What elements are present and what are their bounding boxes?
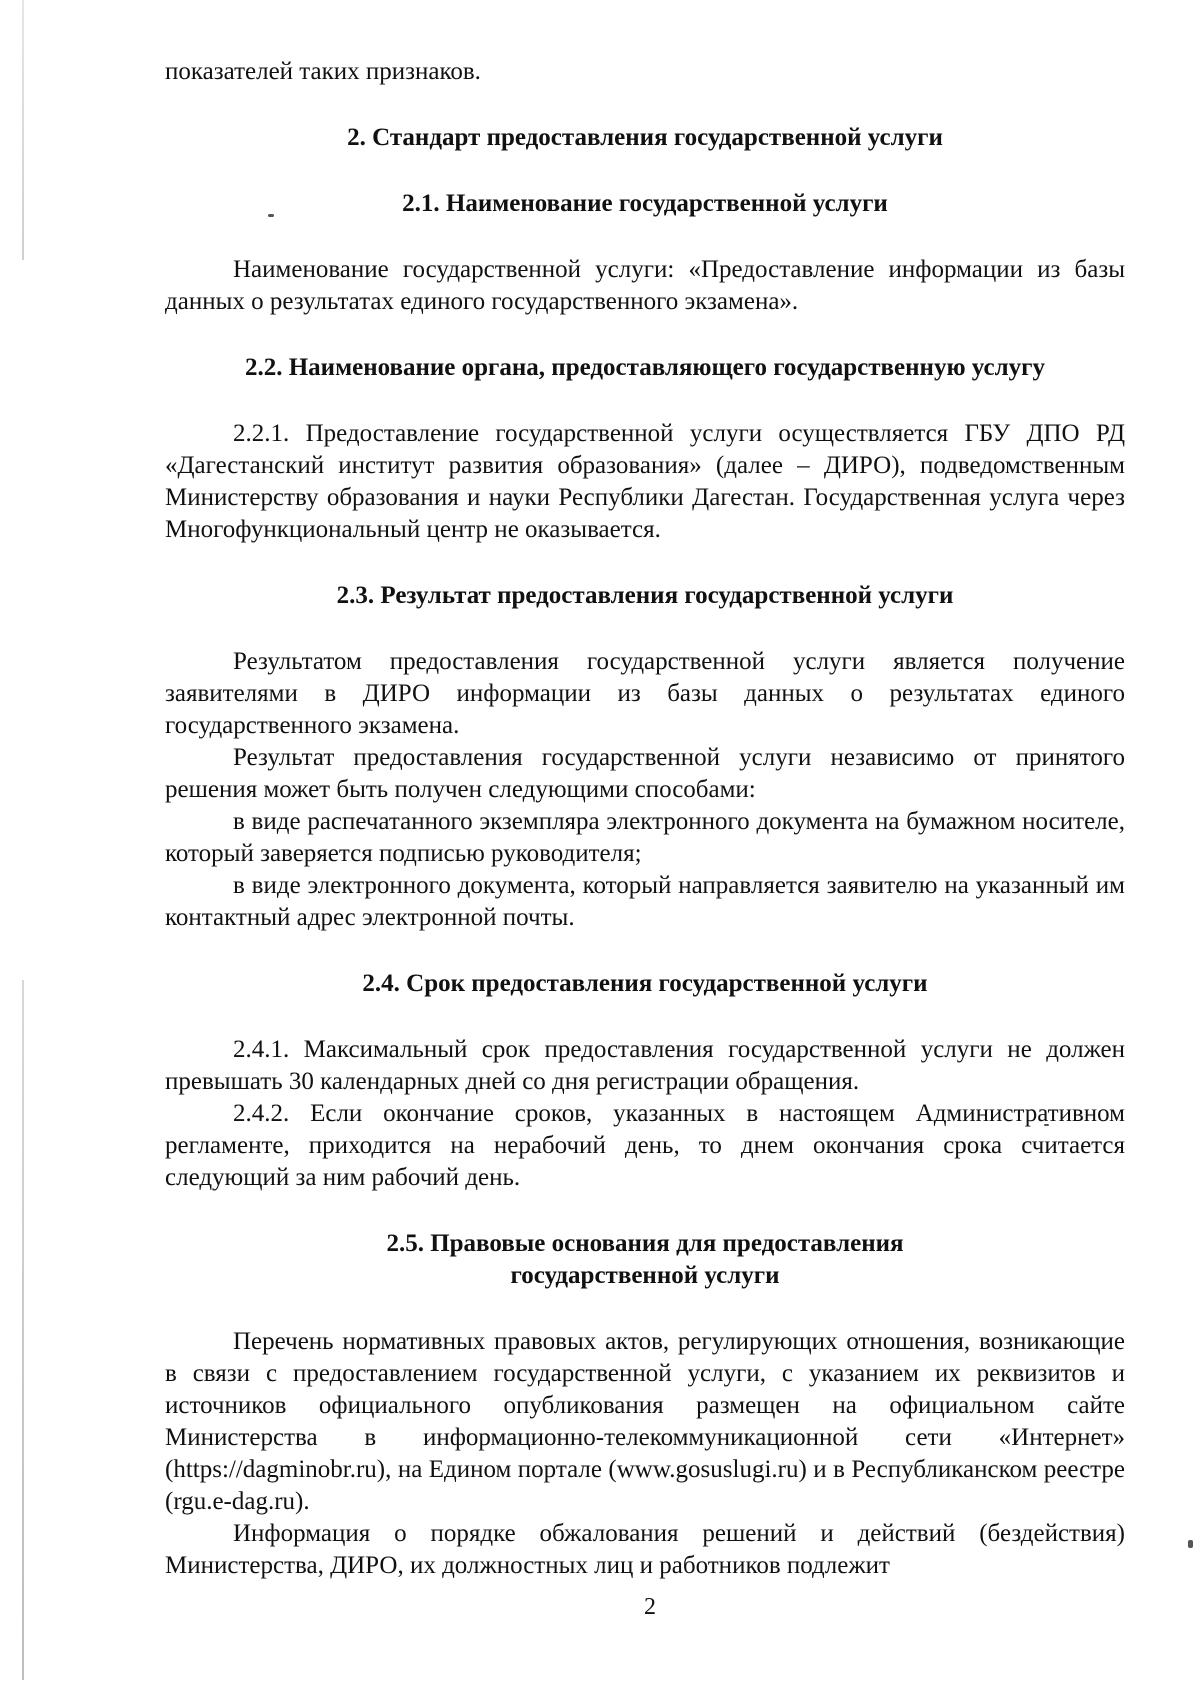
section-heading-2-4: 2.4. Срок предоставления государственной услуги xyxy=(362,970,928,997)
paragraph-2-3-paper: в виде распечатанного экземпляра электронного документа на бумажном носителе, который заверяется подписью руководителя; xyxy=(165,808,1125,867)
paragraph-2-5-appeal: Информация о порядке обжалования решений и действий (бездействия) Министерства, ДИРО, их должностных лиц и работников подлежит xyxy=(165,1520,1125,1579)
section-heading-2: 2. Стандарт предоставления государственной услуги xyxy=(347,124,943,151)
section-heading-2-1: 2.1. Наименование государственной услуги xyxy=(402,190,888,217)
paragraph-2-3-result: Результатом предоставления государственной услуги является получение заявителями в ДИРО информации из базы данных о результатах единого государственного экзамена. xyxy=(165,648,1125,739)
section-heading-2-2: 2.2. Наименование органа, предоставляющего государственную услугу xyxy=(244,354,1046,381)
section-heading-2-5-line1: 2.5. Правовые основания для предоставления xyxy=(386,1230,904,1257)
scan-speck xyxy=(1188,1540,1193,1548)
paragraph-2-5-legal-acts: Перечень нормативных правовых актов, регулирующих отношения, возникающие в связи с предоставлением государственной услуги, с указанием их реквизитов и источников официального опубликования размещен на официальном сайте Министерства в информационно-телекоммуникационной сети «Интернет» (https://dagminobr.ru), на Едином портале (www.gosuslugi.ru) и в Республиканском реестре (rgu.e-dag.ru). xyxy=(165,1328,1125,1515)
scan-edge-bottom xyxy=(22,980,24,1680)
paragraph-2-3-methods: Результат предоставления государственной услуги независимо от принятого решения может быть получен следующими способами: xyxy=(165,744,1125,803)
paragraph-2-4-1: 2.4.1. Максимальный срок предоставления государственной услуги не должен превышать 30 календарных дней со дня регистрации обращения. xyxy=(165,1036,1125,1095)
paragraph-2-1: Наименование государственной услуги: «Предоставление информации из базы данных о результатах единого государственного экзамена». xyxy=(165,256,1125,315)
page-number: 2 xyxy=(644,1594,656,1620)
paragraph-continuation: показателей таких признаков. xyxy=(165,58,481,85)
paragraph-2-4-2: 2.4.2. Если окончание сроков, указанных в настоящем Административном регламенте, приходится на нерабочий день, то днем окончания срока считается следующий за ним рабочий день. xyxy=(165,1100,1125,1191)
paragraph-2-3-electronic: в виде электронного документа, который направляется заявителю на указанный им контактный адрес электронной почты. xyxy=(165,872,1125,931)
scan-edge-top xyxy=(22,0,24,260)
section-heading-2-5-line2: государственной услуги xyxy=(510,1262,780,1289)
paragraph-2-2-1: 2.2.1. Предоставление государственной услуги осуществляется ГБУ ДПО РД «Дагестанский институт развития образования» (далее – ДИРО), подведомственным Министерству образования и науки Республики Дагестан. Государственная услуга через Многофункциональный центр не оказывается. xyxy=(165,420,1125,543)
section-heading-2-3: 2.3. Результат предоставления государственной услуги xyxy=(336,582,954,609)
document-body xyxy=(165,56,1125,1582)
